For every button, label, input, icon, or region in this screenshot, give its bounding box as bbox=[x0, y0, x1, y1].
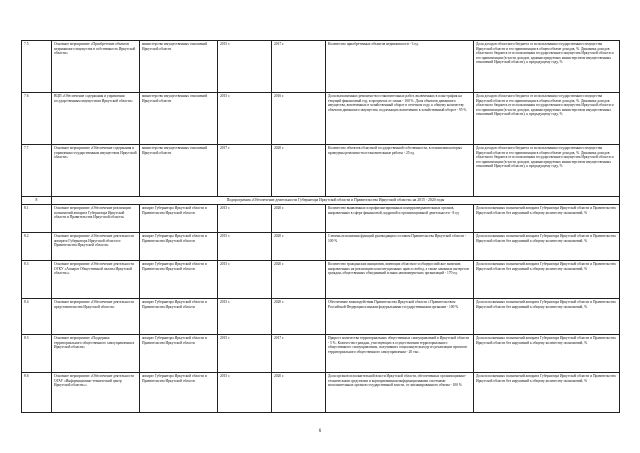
executor-cell: аппарат Губернатора Иркутской области и Правительства Иркутской области bbox=[140, 299, 218, 335]
table-row bbox=[22, 93, 620, 145]
indicator-cell: Количество выявленных и профилактированных контрразведывательных органов, направленных в сфере финансовой, кадровой и организационной деятельности - 8 ед. bbox=[326, 205, 474, 233]
executor-cell: министерство имущественных отношений Иркутской области bbox=[140, 93, 218, 145]
subprogram-title: Подпрограмма «Обеспечение деятельности Губернатора Иркутской области и Правительства Иркутской области» на 2015 - 2020 годы bbox=[52, 197, 620, 205]
executor-cell: аппарат Губернатора Иркутской области и Правительства Иркутской области bbox=[140, 335, 218, 373]
table-row bbox=[22, 145, 620, 197]
page-number: 6 bbox=[318, 429, 322, 434]
row-number: 7.6 bbox=[22, 93, 52, 145]
measure-cell: Основное мероприятие «Обеспечение деятельности ОГАУ «Информационно-технический центр Иркутской области»» bbox=[52, 373, 140, 413]
start-year-cell: 2015 г. bbox=[218, 261, 272, 299]
measure-cell: Основное мероприятие «Поддержка территориального общественного самоуправления в Иркутской области» bbox=[52, 335, 140, 373]
measure-cell: Основное мероприятие «Обеспечение деятельности ОГКУ «Аппарат Общественной палаты Иркутской области»» bbox=[52, 261, 140, 299]
end-year-cell: 2020 г. bbox=[272, 373, 326, 413]
subprogram-row bbox=[22, 197, 620, 205]
table-row bbox=[22, 335, 620, 373]
indicator-cell: Доля органов исполнительной власти Иркутской области, обеспеченных организационно-техническими средствами и корпоративными информационными системами исполнительных органов государственной власти, от запланированного объема - 100 % bbox=[326, 373, 474, 413]
row-number: 7.7 bbox=[22, 145, 52, 197]
indicator-cell: Доля выполненных ремонтно-восстановительных работ, включенных в план-график на текущий финансовый год, в процентах от плана - 100 %. Доля объектов движимого имущества, вовлеченных в хозяйственный оборот в отчетном году, к общему количеству объектов движимого имущества, подлежащих вовлечению в хозяйственный оборот - 95 % bbox=[326, 93, 474, 145]
indicator-cell: Степень исполнения функций руководящим составом Правительства Иркутской области - 100 % bbox=[326, 233, 474, 261]
measure-cell: ВЦП «Обеспечение содержания и управления государственным имуществом Иркутской области» bbox=[52, 93, 140, 145]
table-row bbox=[22, 205, 620, 233]
indicator-cell: Количество гражданских инициатив, имеющих областное и общероссийское значение, направленных на реализацию конституционных прав и свобод, а также законных интересов граждан, общественных объединений и иных некоммерческих организаций - 170 ед. bbox=[326, 261, 474, 299]
end-year-cell: 2017 г. bbox=[272, 335, 326, 373]
funding-cell: Доля исполненных полномочий аппарата Губернатора Иркутской области и Правительства Иркутской области без нарушений к общему количеству полномочий, % bbox=[474, 261, 620, 299]
table-row bbox=[22, 233, 620, 261]
executor-cell: аппарат Губернатора Иркутской области и Правительства Иркутской области bbox=[140, 205, 218, 233]
executor-cell: аппарат Губернатора Иркутской области и Правительства Иркутской области bbox=[140, 233, 218, 261]
funding-cell: Доля доходов областного бюджета от использования государственного имущества Иркутской области и его приватизации в общем объеме доходов, %. Динамика доходов областного бюджета от использования государственного имущества Иркутской области и его приватизации (в части доходов, администрируемых министерством имущественных отношений Иркутской области), к предыдущему году, % bbox=[474, 41, 620, 93]
row-number: 8.1 bbox=[22, 205, 52, 233]
start-year-cell: 2015 г. bbox=[218, 233, 272, 261]
executor-cell: министерство имущественных отношений Иркутской области bbox=[140, 41, 218, 93]
executor-cell: министерство имущественных отношений Иркутской области bbox=[140, 145, 218, 197]
row-number: 8.2 bbox=[22, 233, 52, 261]
row-number: 8.4 bbox=[22, 299, 52, 335]
indicator-cell: Количество объектов областной государственной собственности, в отношении которых проведены ремонтно-восстановительные работы - 25 ед. bbox=[326, 145, 474, 197]
table-row bbox=[22, 299, 620, 335]
row-number: 7.5 bbox=[22, 41, 52, 93]
table-row bbox=[22, 261, 620, 299]
funding-cell: Доля исполненных полномочий аппарата Губернатора Иркутской области и Правительства Иркутской области без нарушений к общему количеству полномочий, % bbox=[474, 233, 620, 261]
table-row bbox=[22, 373, 620, 413]
executor-cell: аппарат Губернатора Иркутской области и Правительства Иркутской области bbox=[140, 373, 218, 413]
start-year-cell: 2015 г. bbox=[218, 299, 272, 335]
start-year-cell: 2015 г. bbox=[218, 205, 272, 233]
executor-cell: аппарат Губернатора Иркутской области и Правительства Иркутской области bbox=[140, 261, 218, 299]
end-year-cell: 2020 г. bbox=[272, 205, 326, 233]
row-number: 8.6 bbox=[22, 373, 52, 413]
program-table bbox=[21, 40, 620, 413]
subprogram-number: 8 bbox=[22, 197, 52, 205]
indicator-cell: Обеспечение взаимодействия Правительства Иркутской области с Правительством Российской Федерации и иными федеральными государственными органами - 100 % bbox=[326, 299, 474, 335]
end-year-cell: 2017 г. bbox=[272, 41, 326, 93]
measure-cell: Основное мероприятие «Обеспечение содержания и управления государственным имуществом Иркутской области» bbox=[52, 145, 140, 197]
start-year-cell: 2015 г. bbox=[218, 373, 272, 413]
end-year-cell: 2020 г. bbox=[272, 233, 326, 261]
measure-cell: Основное мероприятие «Обеспечение деятельности аппарата Губернатора Иркутской области и Правительства Иркутской области» bbox=[52, 233, 140, 261]
measure-cell: Основное мероприятие «Обеспечение реализации полномочий аппарата Губернатора Иркутской области и Правительства Иркутской области» bbox=[52, 205, 140, 233]
funding-cell: Доля исполненных полномочий аппарата Губернатора Иркутской области и Правительства Иркутской области без нарушений к общему количеству полномочий, % bbox=[474, 205, 620, 233]
start-year-cell: 2015 г. bbox=[218, 93, 272, 145]
start-year-cell: 2015 г. bbox=[218, 41, 272, 93]
funding-cell: Доля исполненных полномочий аппарата Губернатора Иркутской области и Правительства Иркутской области без нарушений к общему количеству полномочий, % bbox=[474, 335, 620, 373]
table-row bbox=[22, 41, 620, 93]
measure-cell: Основное мероприятие «Обеспечение деятельности представительства Иркутской области» bbox=[52, 299, 140, 335]
row-number: 8.3 bbox=[22, 261, 52, 299]
end-year-cell: 2016 г. bbox=[272, 93, 326, 145]
indicator-cell: Количество приобретенных объектов недвижимости - 3 ед. bbox=[326, 41, 474, 93]
funding-cell: Доля доходов областного бюджета от использования государственного имущества Иркутской области и его приватизации в общем объеме доходов, %. Динамика доходов областного бюджета от использования государственного имущества Иркутской области и его приватизации (в части доходов, администрируемых министерством имущественных отношений Иркутской области), к предыдущему году, % bbox=[474, 145, 620, 197]
funding-cell: Доля доходов областного бюджета от использования государственного имущества Иркутской области и его приватизации в общем объеме доходов, %. Динамика доходов областного бюджета от использования государственного имущества Иркутской области и его приватизации (в части доходов, администрируемых министерством имущественных отношений Иркутской области), к предыдущему году, % bbox=[474, 93, 620, 145]
funding-cell: Доля исполненных полномочий аппарата Губернатора Иркутской области и Правительства Иркутской области без нарушений к общему количеству полномочий, % bbox=[474, 299, 620, 335]
row-number: 8.5 bbox=[22, 335, 52, 373]
indicator-cell: Прирост количества территориальных общественных самоуправлений в Иркутской области - 5 %. Количество граждан, участвующих в осуществлении территориального общественного самоуправления, получивших социальную выгоду из реализации проектов территориального общественного самоуправления - 20 тыс. bbox=[326, 335, 474, 373]
measure-cell: Основное мероприятие «Приобретение объектов недвижимого имущества в собственность Иркутской области» bbox=[52, 41, 140, 93]
end-year-cell: 2020 г. bbox=[272, 261, 326, 299]
start-year-cell: 2017 г. bbox=[218, 145, 272, 197]
end-year-cell: 2020 г. bbox=[272, 299, 326, 335]
funding-cell: Доля исполненных полномочий аппарата Губернатора Иркутской области и Правительства Иркутской области без нарушений к общему количеству полномочий, % bbox=[474, 373, 620, 413]
start-year-cell: 2015 г. bbox=[218, 335, 272, 373]
end-year-cell: 2020 г. bbox=[272, 145, 326, 197]
